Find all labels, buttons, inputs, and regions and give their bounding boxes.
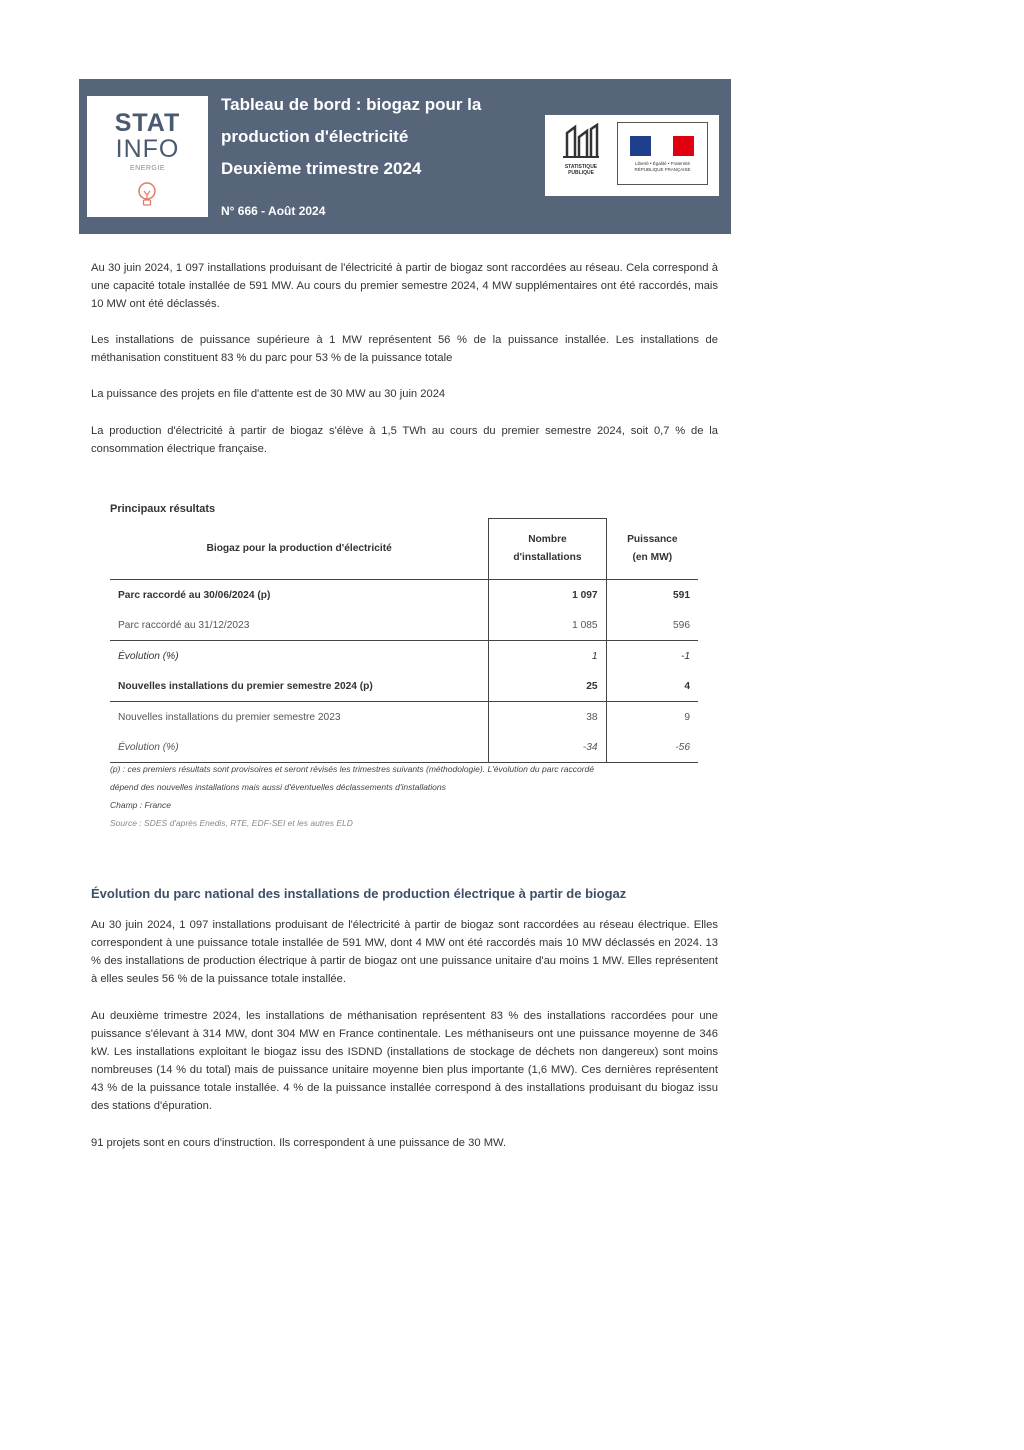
column-header-label: Biogaz pour la production d'électricité	[110, 519, 489, 580]
logo-info-text: INFO	[115, 135, 180, 163]
building-icon	[561, 123, 601, 159]
table-row	[110, 641, 698, 672]
row-label: Parc raccordé au 30/06/2024 (p)	[118, 589, 271, 601]
rf-name: RÉPUBLIQUE FRANÇAISE	[634, 167, 691, 172]
row-power: 9	[684, 711, 690, 723]
column-header-power	[606, 519, 698, 580]
french-flag-icon	[630, 136, 694, 156]
results-table	[110, 518, 698, 763]
doc-title-line-1: Tableau de bord : biogaz pour la	[221, 95, 482, 114]
summary-paragraph-2: Les installations de puissance supérieure à 1 MW représentent 56 % de la puissance installée. Les installations de méthanisation constituent 83 % du parc pour 53 % de la puissance totale	[91, 334, 718, 364]
rf-label	[622, 161, 703, 173]
table-row	[110, 732, 698, 763]
table-row	[110, 610, 698, 641]
table-row	[110, 580, 698, 611]
row-installations: 1 097	[489, 580, 606, 611]
header-band	[79, 79, 731, 234]
row-power: 596	[606, 610, 698, 641]
section-paragraph-2: Au deuxième trimestre 2024, les installations de méthanisation représentent 83 % des installations raccordées pour une puissance s'élevant à 314 MW, dont 304 MW en France continentale. Les méthaniseurs ont une puissance moyenne de 346 kW. Les installations exploitant le biogaz issu des ISDND (installations de stockage de déchets non dangereux) sont moins nombreuses (14 % du total) mais de puissance unitaire moyenne bien plus importante (1,6 MW). Ces dernières représentent 43 % de la puissance totale installée. 4 % de la puissance installée correspond à des installations produisant du biogaz issu des stations d'épuration.	[91, 1010, 718, 1112]
power-header-line-2: (en MW)	[632, 551, 673, 563]
table-note-2: dépend des nouvelles installations mais aussi d'éventuelles déclassements d'installations	[110, 782, 446, 792]
logo-energie-text: ENERGIE	[129, 165, 165, 172]
statistique-publique-logo	[559, 123, 603, 189]
table-source: Source : SDES d'après Enedis, RTE, EDF-SEI et les autres ELD	[110, 818, 353, 828]
table-caption: Principaux résultats	[110, 503, 216, 515]
stat-info-logo	[87, 96, 208, 217]
row-installations: 1 085	[489, 610, 606, 641]
table-header-row	[110, 519, 698, 580]
table-row	[110, 702, 698, 733]
section-paragraph-3: 91 projets sont en cours d'instruction. Ils correspondent à une puissance de 30 MW.	[91, 1137, 507, 1149]
logo-stat-text: STAT	[114, 109, 181, 137]
ssp-label-2: PUBLIQUE	[568, 170, 594, 176]
row-installations: 1	[489, 641, 606, 672]
doc-title-line-2: production d'électricité	[221, 127, 409, 146]
row-power: 4	[606, 671, 698, 702]
table-note-1: (p) : ces premiers résultats sont provisoires et seront révisés les trimestres suivants (méthodologie). L'évolution du parc raccordé	[110, 764, 594, 774]
section-paragraph-1: Au 30 juin 2024, 1 097 installations produisant de l'électricité à partir de biogaz sont raccordées au réseau électrique. Elles correspondent à une puissance totale installée de 591 MW, dont 4 MW ont été raccordés mais 10 MW déclassés en 2024. 13 % des installations de production électrique à partir de biogaz ont une puissance unitaire d'au moins 1 MW. Elles représentent à elles seules 56 % de la puissance totale installée.	[91, 919, 718, 985]
summary-paragraph-4: La production d'électricité à partir de biogaz s'élève à 1,5 TWh au cours du premier semestre 2024, soit 0,7 % de la consommation électrique française.	[91, 425, 718, 455]
power-header-line-1: Puissance	[627, 533, 678, 545]
row-label: Nouvelles installations du premier semestre 2024 (p)	[110, 671, 489, 702]
row-power: -1	[680, 650, 690, 662]
row-power: 591	[673, 589, 690, 601]
ssp-label-1: STATISTIQUE	[564, 164, 598, 170]
count-header-line-1: Nombre	[528, 534, 567, 545]
doc-subtitle: Deuxième trimestre 2024	[221, 159, 422, 178]
row-installations: -34	[489, 732, 606, 763]
issue-number: N° 666 - Août 2024	[221, 204, 326, 218]
table-row	[110, 671, 698, 702]
summary-paragraph-3: La puissance des projets en file d'attente est de 30 MW au 30 juin 2024	[91, 388, 446, 400]
row-label: Évolution (%)	[118, 650, 179, 662]
column-header-count	[489, 519, 606, 580]
section-heading: Évolution du parc national des installations de production électrique à partir de biogaz	[91, 886, 627, 901]
count-header-line-2: d'installations	[513, 552, 582, 563]
republique-francaise-logo	[617, 122, 708, 185]
row-label: Nouvelles installations du premier semestre 2023	[118, 711, 341, 723]
row-power: -56	[606, 732, 698, 763]
summary-paragraph-1: Au 30 juin 2024, 1 097 installations produisant de l'électricité à partir de biogaz sont raccordées au réseau. Cela correspond à une capacité totale installée de 591 MW. Au cours du premier semestre 2024, 4 MW supplémentaires ont été raccordés, mais 10 MW ont été déclassés.	[91, 262, 718, 310]
row-label: Évolution (%)	[110, 732, 489, 763]
row-installations: 25	[489, 671, 606, 702]
table-scope: Champ : France	[110, 800, 171, 810]
rf-motto: Liberté • Égalité • Fraternité	[635, 161, 690, 166]
partner-logos	[545, 115, 719, 196]
lightbulb-icon	[135, 181, 159, 209]
row-label: Parc raccordé au 31/12/2023	[110, 610, 489, 641]
row-installations: 38	[489, 702, 606, 733]
